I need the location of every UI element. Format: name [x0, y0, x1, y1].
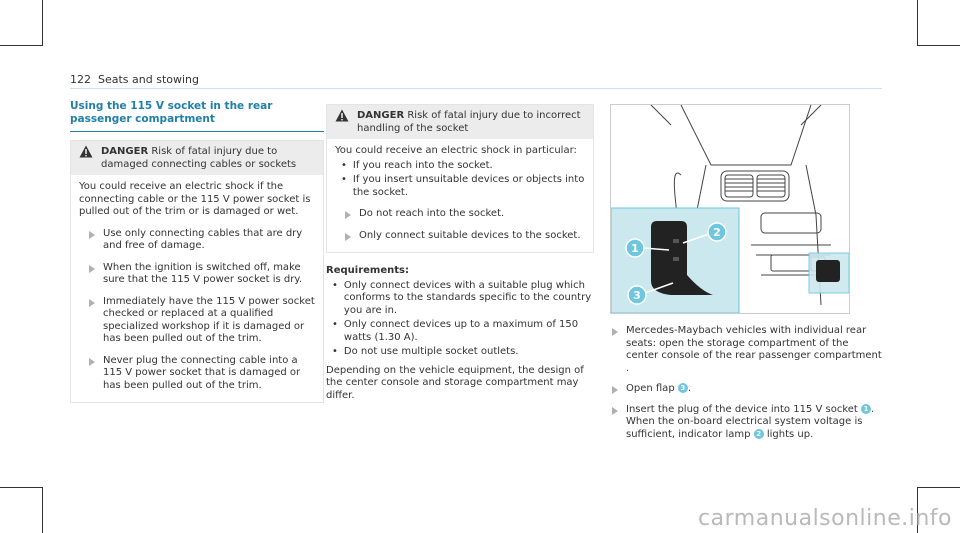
step-item	[335, 208, 585, 221]
step-item	[610, 383, 882, 396]
arrow-icon	[612, 328, 618, 336]
step-item	[610, 325, 882, 375]
step-item	[79, 228, 315, 253]
crop-mark	[42, 0, 43, 46]
arrow-icon	[89, 231, 95, 239]
arrow-icon	[345, 233, 351, 241]
danger-label: DANGER	[357, 110, 405, 121]
right-column	[610, 104, 882, 441]
step-text-part: .	[871, 403, 875, 415]
step-text-part: Open flap	[626, 383, 675, 394]
step-text: Never plug the connecting cable into a 115 V power socket that is damaged or has been pulled out of the trim.	[103, 354, 301, 391]
arrow-icon	[89, 265, 95, 273]
list-item-text: Only connect devices with a suitable plug which conforms to the standards specific to the country you are in.	[343, 279, 592, 316]
crop-mark	[917, 0, 918, 46]
note-paragraph: Depending on the vehicle equipment, the design of the center console and storage compartment may differ.	[326, 364, 584, 401]
step-item	[79, 296, 315, 346]
step-text-part: lights up.	[766, 428, 814, 440]
danger-body	[71, 175, 323, 402]
list-item: • If you insert unsuitable devices or objects into the socket.	[341, 174, 585, 198]
center-console-illustration	[610, 104, 850, 314]
section-title: Seats and stowing	[98, 73, 200, 86]
arrow-icon	[612, 407, 618, 415]
step-text: When the ignition is switched off, make sure that the 115 V power socket is dry.	[103, 261, 303, 285]
step-item	[79, 355, 315, 393]
danger-body	[327, 139, 593, 252]
step-text: Use only connecting cables that are dry and free of damage.	[103, 227, 303, 251]
danger-desc: Risk of fatal injury due to incorrect handling of the socket	[357, 110, 581, 134]
requirements-heading: Requirements:	[326, 265, 409, 276]
step-text	[626, 404, 882, 442]
callout-label: 1	[631, 242, 639, 255]
watermark: carmanualsonline.info	[698, 506, 952, 531]
callout-badge: 3	[678, 383, 688, 393]
console-drawing	[611, 105, 849, 313]
arrow-icon	[345, 211, 351, 219]
danger-box	[70, 140, 324, 403]
list-item: • If you reach into the socket.	[341, 159, 493, 171]
step-item	[79, 262, 315, 287]
list-item-text: Do not use multiple socket outlets.	[343, 346, 519, 357]
arrow-icon	[89, 358, 95, 366]
crop-mark	[42, 487, 43, 533]
arrow-icon	[612, 386, 618, 394]
instruction-steps	[610, 325, 882, 441]
step-item	[610, 404, 882, 442]
danger-header	[327, 105, 593, 139]
danger-desc: Risk of fatal injury due to damaged connecting cables or sockets	[101, 146, 297, 170]
step-text: Only connect suitable devices to the socket.	[359, 229, 581, 241]
crop-mark	[0, 45, 43, 46]
left-column	[70, 100, 324, 403]
danger-paragraph: You could receive an electric shock in particular:	[335, 145, 577, 156]
callout-badge: 2	[754, 429, 764, 439]
danger-text	[357, 109, 587, 135]
step-text: Mercedes-Maybach vehicles with individual rear seats: open the storage compartment of the center console of the rear passenger compartment .	[626, 325, 882, 374]
list-item-text: If you reach into the socket.	[352, 159, 493, 171]
danger-label: DANGER	[101, 146, 149, 157]
crop-mark	[917, 487, 960, 488]
list-item-text: Only connect devices up to a maximum of 150 watts (1.30 A).	[343, 319, 579, 343]
middle-column	[326, 104, 594, 402]
danger-box	[326, 104, 594, 253]
page-number: 122	[70, 73, 91, 86]
danger-text	[101, 145, 317, 171]
step-text: Immediately have the 115 V power socket checked or replaced at a qualified specialized workshop if it is damaged or has been pulled out of the trim.	[103, 295, 315, 344]
step-text-part: When the on-board electrical system voltage is sufficient, indicator lamp	[626, 416, 863, 440]
header-rule	[70, 88, 882, 89]
list-item: • Only connect devices with a suitable plug which conforms to the standards specific to the country you are in.	[326, 280, 594, 318]
section-heading: Using the 115 V socket in the rear passenger compartment	[70, 100, 324, 132]
step-text-part: .	[687, 383, 692, 394]
requirements-list	[326, 280, 594, 359]
callout-label: 3	[633, 289, 641, 302]
callout-badge: 1	[861, 404, 871, 414]
warning-triangle-icon	[335, 109, 351, 135]
list-item: • Do not use multiple socket outlets.	[332, 346, 519, 357]
step-item	[335, 230, 585, 243]
callout-label: 2	[713, 226, 721, 239]
danger-paragraph: You could receive an electric shock if the connecting cable or the 115 V power socket is pulled out of the trim or is damaged or wet.	[79, 181, 311, 217]
step-text-part: Insert the plug of the device into 115 V socket	[626, 403, 858, 415]
crop-mark	[0, 487, 43, 488]
warning-triangle-icon	[79, 145, 95, 171]
crop-mark	[917, 45, 960, 46]
step-text	[626, 383, 882, 396]
list-item: • Only connect devices up to a maximum of 150 watts (1.30 A).	[326, 319, 594, 344]
arrow-icon	[89, 299, 95, 307]
step-text: Do not reach into the socket.	[359, 208, 505, 219]
bullet-list	[335, 160, 585, 200]
danger-header	[71, 141, 323, 175]
requirements	[326, 265, 594, 402]
list-item-text: If you insert unsuitable devices or objects into the socket.	[352, 174, 585, 198]
